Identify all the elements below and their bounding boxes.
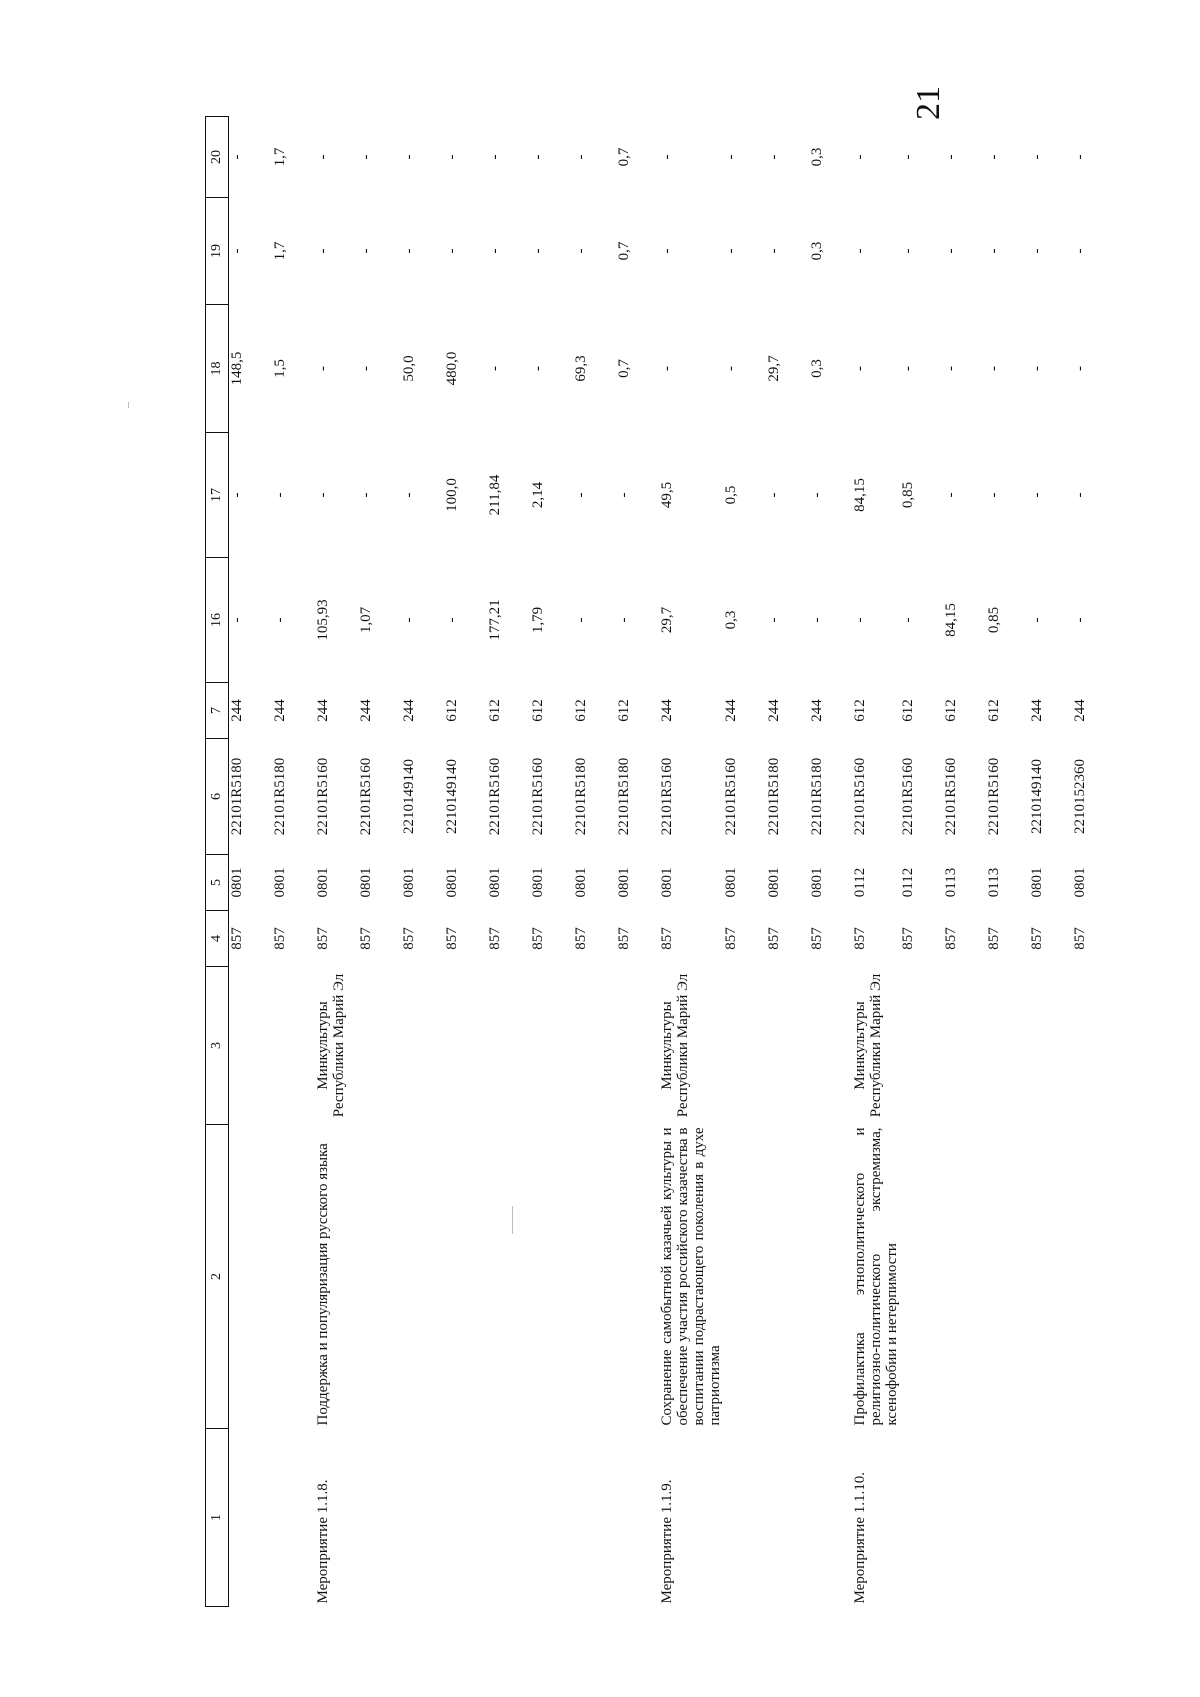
cell-c7: 244: [401, 699, 417, 722]
cell-c2: [986, 1125, 1029, 1429]
cell-c6: 2210149140: [1029, 759, 1045, 834]
cell-c16: -: [809, 617, 825, 623]
cell-c2: [900, 1125, 943, 1429]
cell-c18: 69,3: [573, 355, 589, 382]
cell-c6: 22101R5180: [272, 757, 288, 836]
cell-c19: -: [315, 248, 331, 254]
cell-c6: 22101R5160: [852, 757, 868, 836]
cell-c5: 0801: [444, 867, 460, 898]
cell-c17: 2,14: [530, 481, 546, 509]
cell-c5: 0801: [1029, 867, 1045, 898]
cell-c7: 244: [358, 699, 374, 722]
cell-c16: 29,7: [659, 606, 675, 634]
table-row: [229, 117, 273, 1607]
cell-c16: 105,93: [315, 599, 331, 641]
cell-c7: 244: [809, 699, 825, 722]
table-row: [401, 117, 444, 1607]
cell-c2: [809, 1125, 852, 1429]
cell-c18: 29,7: [766, 355, 782, 382]
cell-c16: -: [573, 617, 589, 623]
cell-c18: -: [358, 366, 374, 371]
table-row: [358, 117, 401, 1607]
cell-c18: 148,5: [229, 351, 245, 386]
cell-c7: 612: [487, 699, 503, 722]
cell-c3: Минкультуры Республики Марий Эл: [315, 973, 347, 1118]
cell-c4: 857: [272, 927, 288, 950]
cell-c20: -: [900, 154, 916, 160]
cell-c16: 0,3: [723, 610, 739, 630]
cell-c5: 0801: [573, 867, 589, 898]
cell-c17: -: [229, 492, 245, 498]
cell-c4: 857: [229, 927, 245, 950]
cell-c18: -: [723, 366, 739, 371]
cell-c1: [986, 1429, 1029, 1607]
cell-c3: [723, 967, 766, 1125]
cell-c19: -: [487, 248, 503, 254]
cell-c18: -: [1072, 366, 1088, 371]
cell-c17: -: [943, 492, 959, 498]
cell-c16: -: [272, 617, 288, 623]
cell-c2: [723, 1125, 766, 1429]
cell-c3: [616, 967, 659, 1125]
cell-c5: 0801: [809, 867, 825, 898]
cell-c2: [272, 1125, 315, 1429]
table-row: [943, 117, 986, 1607]
cell-c3: [943, 967, 986, 1125]
cell-c1: [1029, 1429, 1072, 1607]
cell-c3: [530, 967, 573, 1125]
cell-c5: 0801: [272, 867, 288, 898]
cell-c1: [900, 1429, 943, 1607]
cell-c5: 0801: [1072, 867, 1088, 898]
table-row: [487, 117, 530, 1607]
col-header: 3: [206, 967, 229, 1125]
cell-c6: 22101R5160: [900, 757, 916, 836]
cell-c3: [573, 967, 616, 1125]
cell-c18: -: [900, 366, 916, 371]
cell-c6: 22101R5180: [809, 757, 825, 836]
cell-c19: -: [530, 248, 546, 254]
cell-c3: [986, 967, 1029, 1125]
cell-c2: Поддержка и популяризация русского языка: [315, 1143, 331, 1426]
cell-c20: 0,7: [616, 147, 632, 167]
cell-c1: [723, 1429, 766, 1607]
cell-c7: 612: [530, 699, 546, 722]
cell-c7: 244: [1029, 699, 1045, 722]
table-row: [315, 117, 358, 1607]
cell-c4: 857: [1029, 927, 1045, 950]
cell-c1: [616, 1429, 659, 1607]
cell-c4: 857: [986, 927, 1002, 950]
cell-c19: -: [986, 248, 1002, 254]
cell-c1: Мероприятие 1.1.9.: [659, 1479, 675, 1604]
cell-c17: -: [616, 492, 632, 498]
header-row: [206, 117, 229, 1607]
cell-c7: 244: [723, 699, 739, 722]
cell-c2: [943, 1125, 986, 1429]
cell-c19: 0,3: [809, 241, 825, 261]
page-number: 21: [910, 86, 947, 120]
cell-c3: [900, 967, 943, 1125]
cell-c19: -: [766, 248, 782, 254]
cell-c3: [444, 967, 487, 1125]
table-row: [1072, 117, 1115, 1607]
cell-c6: 22101R5160: [487, 757, 503, 836]
cell-c1: [358, 1429, 401, 1607]
cell-c4: 857: [315, 927, 331, 950]
cell-c5: 0801: [766, 867, 782, 898]
cell-c19: 1,7: [272, 241, 288, 261]
scan-artifact: [128, 402, 129, 408]
cell-c3: Минкультуры Республики Марий Эл: [852, 973, 884, 1118]
cell-c6: 22101R5180: [229, 757, 245, 836]
cell-c3: [229, 967, 273, 1125]
cell-c17: -: [766, 492, 782, 498]
cell-c6: 22101R5160: [723, 757, 739, 836]
cell-c20: -: [444, 154, 460, 160]
col-header: 19: [206, 198, 229, 305]
col-header: 20: [206, 117, 229, 198]
cell-c17: -: [315, 492, 331, 498]
cell-c16: -: [444, 617, 460, 623]
cell-c20: -: [943, 154, 959, 160]
cell-c17: 211,84: [487, 474, 503, 516]
cell-c17: -: [573, 492, 589, 498]
cell-c5: 0801: [616, 867, 632, 898]
col-header: 1: [206, 1429, 229, 1607]
table-row: [616, 117, 659, 1607]
cell-c3: [1029, 967, 1072, 1125]
cell-c1: [401, 1429, 444, 1607]
cell-c16: 1,79: [530, 606, 546, 634]
cell-c6: 2210149140: [444, 759, 460, 834]
cell-c3: [766, 967, 809, 1125]
cell-c18: -: [659, 366, 675, 371]
cell-c17: -: [986, 492, 1002, 498]
cell-c1: Мероприятие 1.1.10.: [852, 1472, 868, 1604]
col-header: 17: [206, 433, 229, 558]
cell-c2: [616, 1125, 659, 1429]
cell-c19: 0,7: [616, 241, 632, 261]
cell-c6: 22101R5180: [766, 757, 782, 836]
col-header: 5: [206, 855, 229, 911]
cell-c4: 857: [444, 927, 460, 950]
cell-c3: Минкультуры Республики Марий Эл: [659, 973, 691, 1118]
cell-c19: -: [900, 248, 916, 254]
cell-c20: 0,3: [809, 147, 825, 167]
cell-c4: 857: [616, 927, 632, 950]
cell-c20: -: [487, 154, 503, 160]
cell-c20: -: [315, 154, 331, 160]
table-row: [723, 117, 766, 1607]
cell-c16: -: [401, 617, 417, 623]
cell-c5: 0801: [401, 867, 417, 898]
table-row: [573, 117, 616, 1607]
cell-c2: [401, 1125, 444, 1429]
cell-c2: [1072, 1125, 1115, 1429]
cell-c20: 1,7: [272, 147, 288, 167]
cell-c16: 0,85: [986, 606, 1002, 634]
cell-c7: 244: [229, 699, 245, 722]
cell-c6: 22101R5160: [986, 757, 1002, 836]
cell-c19: -: [852, 248, 868, 254]
cell-c18: 0,7: [616, 359, 632, 378]
cell-c20: -: [1029, 154, 1045, 160]
cell-c3: [809, 967, 852, 1125]
cell-c2: Сохранение самобытной казачьей культуры и обеспечение участия российского казачества в воспитании подрастающего поколения в духе патриотизма: [659, 1127, 723, 1426]
cell-c4: 857: [1072, 927, 1088, 950]
cell-c2: [229, 1125, 273, 1429]
cell-c4: 857: [809, 927, 825, 950]
cell-c2: [1029, 1125, 1072, 1429]
cell-c4: 857: [766, 927, 782, 950]
cell-c16: 84,15: [943, 603, 959, 637]
cell-c7: 244: [659, 699, 675, 722]
table-row: [852, 117, 900, 1607]
cell-c3: [487, 967, 530, 1125]
cell-c7: 612: [444, 699, 460, 722]
cell-c5: 0113: [943, 867, 959, 898]
cell-c17: 100,0: [444, 478, 460, 512]
cell-c20: -: [530, 154, 546, 160]
table-row: [530, 117, 573, 1607]
cell-c17: -: [272, 492, 288, 498]
cell-c2: [573, 1125, 616, 1429]
cell-c4: 857: [487, 927, 503, 950]
cell-c7: 244: [766, 699, 782, 722]
cell-c4: 857: [358, 927, 374, 950]
cell-c4: 857: [573, 927, 589, 950]
col-header: 4: [206, 911, 229, 967]
cell-c4: 857: [723, 927, 739, 950]
table-row: [444, 117, 487, 1607]
cell-c19: -: [229, 248, 245, 254]
cell-c4: 857: [530, 927, 546, 950]
cell-c20: -: [852, 154, 868, 160]
cell-c7: 244: [272, 699, 288, 722]
cell-c5: 0801: [487, 867, 503, 898]
cell-c16: -: [852, 617, 868, 623]
cell-c18: -: [1029, 366, 1045, 371]
cell-c7: 612: [943, 699, 959, 722]
cell-c7: 612: [852, 699, 868, 722]
cell-c19: -: [444, 248, 460, 254]
cell-c6: 22101R5180: [616, 757, 632, 836]
col-header: 16: [206, 558, 229, 683]
cell-c4: 857: [852, 927, 868, 950]
budget-table: [205, 116, 1115, 1607]
cell-c6: 22101R5160: [530, 757, 546, 836]
cell-c17: -: [401, 492, 417, 498]
cell-c16: 1,07: [358, 606, 374, 634]
cell-c19: -: [1072, 248, 1088, 254]
cell-c19: -: [401, 248, 417, 254]
cell-c19: -: [358, 248, 374, 254]
cell-c20: -: [401, 154, 417, 160]
cell-c16: -: [229, 617, 245, 623]
cell-c6: 22101R5180: [573, 757, 589, 836]
cell-c1: [766, 1429, 809, 1607]
cell-c7: 612: [986, 699, 1002, 722]
col-header: 7: [206, 683, 229, 739]
cell-c19: -: [659, 248, 675, 254]
cell-c16: -: [1029, 617, 1045, 623]
cell-c5: 0801: [229, 867, 245, 898]
cell-c18: -: [986, 366, 1002, 371]
cell-c16: -: [1072, 617, 1088, 623]
cell-c3: [401, 967, 444, 1125]
cell-c20: -: [766, 154, 782, 160]
cell-c18: -: [487, 366, 503, 371]
col-header: 2: [206, 1125, 229, 1429]
cell-c18: -: [943, 366, 959, 371]
table-row: [766, 117, 809, 1607]
cell-c5: 0801: [723, 867, 739, 898]
cell-c6: 22101R5160: [943, 757, 959, 836]
col-header: 6: [206, 739, 229, 855]
cell-c2: [358, 1125, 401, 1429]
table-row: [809, 117, 852, 1607]
cell-c17: 0,85: [900, 481, 916, 509]
cell-c6: 22101R5160: [315, 757, 331, 836]
cell-c18: 50,0: [401, 355, 417, 382]
cell-c1: [229, 1429, 273, 1607]
cell-c18: -: [315, 366, 331, 371]
cell-c5: 0801: [315, 867, 331, 898]
cell-c19: -: [573, 248, 589, 254]
cell-c18: 480,0: [444, 351, 460, 386]
table-row: [659, 117, 723, 1607]
cell-c3: [272, 967, 315, 1125]
rotated-table-container: [205, 117, 1200, 1607]
cell-c17: 49,5: [659, 481, 675, 509]
cell-c7: 612: [900, 699, 916, 722]
cell-c1: [809, 1429, 852, 1607]
col-header: 18: [206, 305, 229, 433]
table-row: [1029, 117, 1072, 1607]
cell-c1: [943, 1429, 986, 1607]
cell-c17: 0,5: [723, 485, 739, 505]
cell-c20: -: [659, 154, 675, 160]
cell-c5: 0113: [986, 867, 1002, 898]
cell-c18: -: [852, 366, 868, 371]
cell-c17: -: [1029, 492, 1045, 498]
cell-c7: 612: [573, 699, 589, 722]
table-row: [900, 117, 943, 1607]
cell-c7: 244: [1072, 699, 1088, 722]
cell-c17: -: [358, 492, 374, 498]
cell-c16: -: [616, 617, 632, 623]
cell-c3: [1072, 967, 1115, 1125]
cell-c20: -: [573, 154, 589, 160]
cell-c18: 0,3: [809, 359, 825, 378]
cell-c1: [272, 1429, 315, 1607]
cell-c20: -: [723, 154, 739, 160]
cell-c6: 22101R5160: [659, 757, 675, 836]
cell-c16: 177,21: [487, 599, 503, 641]
cell-c1: [487, 1429, 530, 1607]
cell-c19: -: [943, 248, 959, 254]
cell-c6: 22101R5160: [358, 757, 374, 836]
cell-c1: [444, 1429, 487, 1607]
cell-c16: -: [766, 617, 782, 623]
cell-c2: [444, 1125, 487, 1429]
cell-c2: [487, 1125, 530, 1429]
cell-c20: -: [358, 154, 374, 160]
table-body: [229, 117, 1116, 1607]
cell-c17: -: [809, 492, 825, 498]
cell-c2: [766, 1125, 809, 1429]
cell-c1: [530, 1429, 573, 1607]
cell-c4: 857: [900, 927, 916, 950]
cell-c5: 0112: [900, 867, 916, 898]
cell-c19: -: [1029, 248, 1045, 254]
cell-c1: [1072, 1429, 1115, 1607]
cell-c20: -: [229, 154, 245, 160]
cell-c2: Профилактика этнополитического и религиозно-политического экстремизма, ксенофобии и нетерпимости: [852, 1127, 900, 1426]
cell-c16: -: [900, 617, 916, 623]
cell-c2: [530, 1125, 573, 1429]
cell-c17: 84,15: [852, 478, 868, 512]
cell-c18: -: [530, 366, 546, 371]
cell-c18: 1,5: [272, 359, 288, 378]
cell-c1: Мероприятие 1.1.8.: [315, 1479, 331, 1604]
cell-c20: -: [1072, 154, 1088, 160]
cell-c3: [358, 967, 401, 1125]
cell-c4: 857: [659, 927, 675, 950]
cell-c20: -: [986, 154, 1002, 160]
cell-c5: 0801: [659, 867, 675, 898]
cell-c1: [573, 1429, 616, 1607]
table-row: [272, 117, 315, 1607]
table-row: [986, 117, 1029, 1607]
cell-c5: 0112: [852, 867, 868, 898]
cell-c4: 857: [943, 927, 959, 950]
cell-c7: 244: [315, 699, 331, 722]
cell-c6: 2210149140: [401, 759, 417, 834]
cell-c4: 857: [401, 927, 417, 950]
cell-c5: 0801: [358, 867, 374, 898]
cell-c7: 612: [616, 699, 632, 722]
cell-c19: -: [723, 248, 739, 254]
cell-c17: -: [1072, 492, 1088, 498]
cell-c6: 2210152360: [1072, 759, 1088, 834]
cell-c5: 0801: [530, 867, 546, 898]
